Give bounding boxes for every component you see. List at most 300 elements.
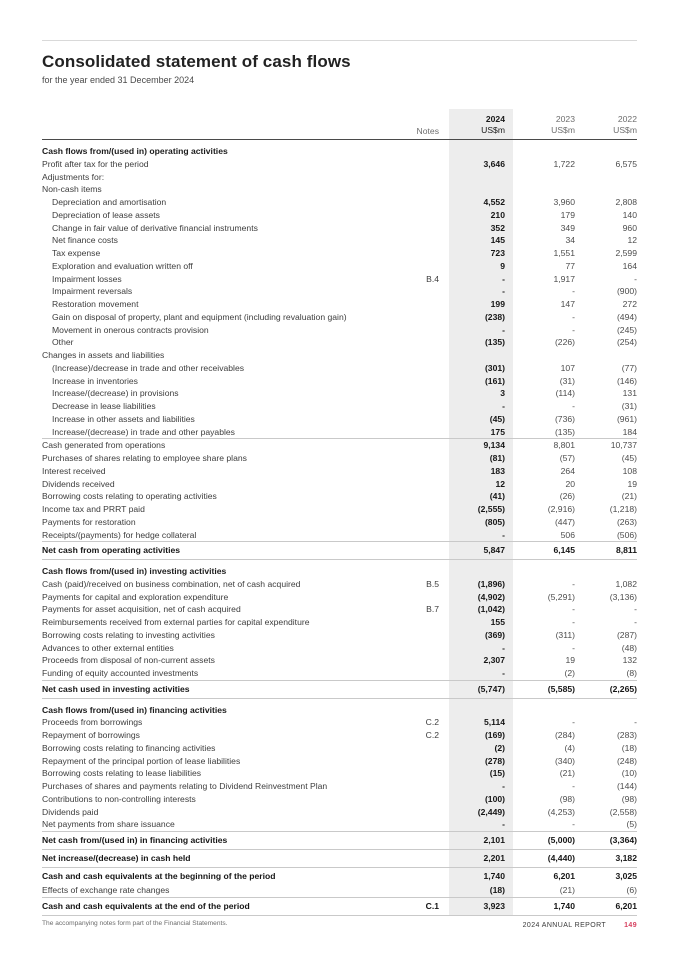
table-row: [42, 699, 637, 717]
table-row: [42, 793, 637, 806]
row-value-2022: 960: [622, 222, 637, 233]
table-row: [42, 196, 637, 209]
row-note: [411, 439, 449, 452]
row-label: Proceeds from disposal of non-current assets: [42, 655, 215, 666]
row-value-2022: [575, 560, 637, 578]
table-row: [42, 742, 637, 755]
row-label: Borrowing costs relating to lease liabilities: [42, 768, 202, 779]
row-value-2022: (263): [616, 516, 637, 527]
row-value-2022: (21): [621, 491, 637, 502]
row-note: [411, 629, 449, 642]
table-row: [42, 375, 637, 388]
row-note: [411, 426, 449, 439]
row-value-2023: 107: [560, 362, 575, 373]
header-2022: [575, 114, 637, 139]
row-note: [411, 642, 449, 655]
row-value-2022: (77): [621, 362, 637, 373]
row-label: Increase in other assets and liabilities: [52, 413, 195, 424]
row-value-2023: 1,917: [553, 273, 575, 284]
row-value-2022: -: [634, 604, 637, 615]
row-note: [411, 158, 449, 171]
row-value-2024: 183: [449, 465, 513, 478]
table-row: [42, 209, 637, 222]
header-2022-year: 2022: [617, 114, 637, 124]
row-label: Payments for restoration: [42, 516, 136, 527]
row-value-2024: (369): [449, 629, 513, 642]
row-value-2024: (1,042): [449, 603, 513, 616]
row-label: Borrowing costs relating to investing activities: [42, 629, 215, 640]
header-2023-unit: US$m: [551, 125, 575, 135]
row-note: C.2: [425, 717, 439, 728]
page-subtitle: for the year ended 31 December 2024: [42, 75, 195, 85]
table-row: [42, 806, 637, 819]
row-note: [411, 818, 449, 831]
row-value-2024: -: [449, 780, 513, 793]
row-label: Repayment of the principal portion of lease liabilities: [42, 755, 241, 766]
row-label: Net increase/(decrease) in cash held: [42, 852, 191, 863]
table-row: [42, 884, 637, 897]
row-note: [411, 400, 449, 413]
row-value-2022: 6,575: [615, 158, 637, 169]
row-value-2023: 19: [565, 655, 575, 666]
row-value-2023: -: [572, 604, 575, 615]
row-note: [411, 780, 449, 793]
row-value-2024: [449, 699, 513, 717]
table-row: [42, 413, 637, 426]
table-row: [42, 503, 637, 516]
table-row: [42, 387, 637, 400]
row-label: Non-cash items: [42, 184, 102, 195]
table-row: [42, 849, 637, 867]
row-value-2022: (8): [626, 668, 637, 678]
row-value-2024: 2,101: [449, 832, 513, 849]
table-row: [42, 478, 637, 491]
row-value-2022: (1,218): [609, 504, 637, 514]
table-row: [42, 465, 637, 478]
table-row: [42, 260, 637, 273]
row-label: Interest received: [42, 465, 106, 476]
row-note: [411, 375, 449, 388]
row-note: [411, 681, 449, 698]
cash-flow-table: [42, 109, 637, 916]
row-note: B.7: [426, 604, 439, 615]
row-value-2024: 2,201: [449, 850, 513, 867]
row-value-2022: (2,265): [609, 683, 637, 694]
row-value-2023: -: [572, 819, 575, 830]
row-note: [411, 560, 449, 578]
row-value-2022: 164: [622, 260, 637, 271]
page-footer: [523, 922, 637, 929]
row-note: [411, 413, 449, 426]
row-value-2022: 10,737: [610, 440, 637, 451]
table-row: [42, 490, 637, 503]
row-value-2023: 6,201: [553, 870, 575, 881]
row-value-2023: (21): [559, 885, 575, 896]
table-row: [42, 897, 637, 916]
row-value-2023: (2): [564, 668, 575, 678]
row-note: [411, 742, 449, 755]
row-note: [411, 234, 449, 247]
table-row: [42, 529, 637, 542]
row-value-2022: (248): [616, 755, 637, 766]
row-value-2022: (45): [621, 453, 637, 463]
row-value-2024: 199: [449, 298, 513, 311]
row-label: Movement in onerous contracts provision: [52, 324, 209, 335]
table-row: [42, 298, 637, 311]
table-row: [42, 516, 637, 529]
row-value-2024: 3: [449, 387, 513, 400]
row-value-2022: (283): [616, 730, 637, 740]
row-value-2023: (736): [554, 413, 575, 424]
row-label: Decrease in lease liabilities: [52, 401, 156, 411]
row-note: [411, 868, 449, 885]
row-label: (Increase)/decrease in trade and other receivables: [52, 362, 245, 373]
row-note: [411, 503, 449, 516]
row-value-2024: (805): [449, 516, 513, 529]
row-label: Cash and cash equivalents at the beginning of the period: [42, 870, 276, 881]
row-value-2024: (161): [449, 375, 513, 388]
row-value-2024: 2,307: [449, 654, 513, 667]
table-row: [42, 222, 637, 235]
row-note: [411, 209, 449, 222]
row-label: Increase in inventories: [52, 375, 138, 386]
row-value-2024: 352: [449, 222, 513, 235]
row-value-2022: (5): [626, 819, 637, 830]
row-label: Repayment of borrowings: [42, 730, 140, 740]
row-value-2022: (18): [621, 742, 637, 753]
header-2023: [513, 114, 575, 139]
row-value-2022: 8,811: [615, 545, 637, 556]
row-value-2022: (31): [621, 401, 637, 411]
row-label: Borrowing costs relating to operating activities: [42, 491, 217, 502]
header-2024-year: 2024: [485, 114, 505, 124]
row-value-2022: 140: [622, 209, 637, 220]
row-value-2023: [513, 560, 575, 578]
row-value-2024: (100): [449, 793, 513, 806]
row-note: [411, 884, 449, 897]
row-value-2023: [513, 171, 575, 184]
row-note: C.2: [425, 730, 439, 740]
header-2024: [449, 109, 513, 139]
row-value-2024: -: [449, 273, 513, 286]
row-note: B.4: [426, 273, 439, 284]
row-value-2023: 1,740: [553, 901, 575, 911]
row-value-2023: 349: [560, 222, 575, 233]
row-value-2024: (5,747): [449, 681, 513, 698]
table-row: [42, 667, 637, 680]
row-value-2022: (506): [616, 529, 637, 540]
row-note: [411, 260, 449, 273]
table-row: [42, 171, 637, 184]
row-note: [411, 699, 449, 717]
row-value-2024: [449, 560, 513, 578]
row-value-2024: -: [449, 529, 513, 542]
row-label: Effects of exchange rate changes: [42, 885, 170, 896]
row-note: [411, 196, 449, 209]
row-note: [411, 324, 449, 337]
row-value-2024: 145: [449, 234, 513, 247]
row-value-2022: (6): [626, 885, 637, 896]
row-value-2022: (254): [616, 337, 637, 348]
row-note: [411, 490, 449, 503]
row-value-2022: (287): [616, 629, 637, 640]
row-note: [411, 516, 449, 529]
row-note: [411, 362, 449, 375]
row-note: [411, 850, 449, 867]
row-label: Gain on disposal of property, plant and equipment (including revaluation gain): [52, 311, 347, 322]
row-note: [411, 832, 449, 849]
row-value-2024: 1,740: [449, 868, 513, 885]
row-value-2022: (900): [616, 286, 637, 297]
row-value-2024: (4,902): [449, 591, 513, 604]
row-note: [411, 529, 449, 542]
row-value-2024: 4,552: [449, 196, 513, 209]
row-value-2022: 2,808: [615, 197, 637, 207]
row-value-2023: -: [572, 401, 575, 411]
row-label: Changes in assets and liabilities: [42, 350, 165, 360]
row-label: Cash (paid)/received on business combination, net of cash acquired: [42, 578, 301, 589]
row-value-2024: 5,114: [449, 716, 513, 729]
report-name: 2024 ANNUAL REPORT: [522, 922, 607, 929]
row-label: Depreciation of lease assets: [52, 209, 160, 220]
table-header-row: [42, 109, 637, 140]
table-row: [42, 234, 637, 247]
row-label: Impairment reversals: [52, 286, 133, 297]
row-label: Net cash from operating activities: [42, 545, 181, 556]
row-label: Receipts/(payments) for hedge collateral: [42, 529, 197, 540]
row-value-2023: 20: [565, 478, 575, 489]
row-value-2023: -: [572, 286, 575, 297]
row-note: [411, 387, 449, 400]
row-value-2024: (2,449): [449, 806, 513, 819]
row-value-2024: 3,646: [449, 158, 513, 171]
row-value-2022: 3,182: [615, 852, 637, 863]
row-value-2024: -: [449, 324, 513, 337]
row-value-2023: -: [572, 324, 575, 335]
row-label: Depreciation and amortisation: [52, 197, 167, 207]
row-value-2023: (31): [559, 375, 575, 386]
table-row: [42, 541, 637, 560]
row-value-2024: 5,847: [449, 542, 513, 559]
table-row: [42, 755, 637, 768]
row-value-2023: (114): [555, 388, 575, 399]
row-value-2023: -: [572, 717, 575, 728]
row-value-2024: (278): [449, 755, 513, 768]
row-value-2024: -: [449, 818, 513, 831]
row-note: [411, 667, 449, 680]
row-note: [411, 767, 449, 780]
row-value-2022: -: [634, 717, 637, 728]
table-row: [42, 400, 637, 413]
table-row: [42, 716, 637, 729]
table-row: [42, 285, 637, 298]
row-value-2024: 12: [449, 478, 513, 491]
row-value-2022: 3,025: [615, 870, 637, 881]
row-value-2023: (5,000): [547, 835, 575, 845]
row-value-2024: (2,555): [449, 503, 513, 516]
table-row: [42, 426, 637, 439]
row-label: Increase/(decrease) in trade and other payables: [52, 426, 235, 437]
page-title: Consolidated statement of cash flows: [42, 52, 351, 71]
row-label: Restoration movement: [52, 299, 139, 309]
row-value-2023: 1,551: [553, 248, 575, 258]
table-row: [42, 729, 637, 742]
row-value-2023: (57): [559, 453, 575, 463]
table-row: [42, 247, 637, 260]
table-row: [42, 362, 637, 375]
row-label: Cash generated from operations: [42, 440, 166, 451]
row-note: [411, 654, 449, 667]
row-value-2023: 179: [560, 209, 575, 220]
row-value-2024: 723: [449, 247, 513, 260]
row-label: Reimbursements received from external parties for capital expenditure: [42, 617, 310, 627]
row-value-2023: 1,722: [553, 158, 575, 169]
table-row: [42, 780, 637, 793]
row-value-2022: [575, 171, 637, 184]
table-row: [42, 452, 637, 465]
row-label: Net payments from share issuance: [42, 819, 175, 830]
row-value-2023: 34: [565, 235, 575, 246]
page-number: 149: [624, 922, 637, 929]
row-label: Income tax and PRRT paid: [42, 504, 145, 514]
row-value-2023: (284): [554, 730, 575, 740]
row-label: Contributions to non-controlling interests: [42, 793, 196, 804]
row-value-2022: 272: [622, 299, 637, 309]
row-note: [411, 591, 449, 604]
table-row: [42, 654, 637, 667]
row-label: Net cash used in investing activities: [42, 683, 190, 694]
row-note: [411, 478, 449, 491]
row-value-2022: 108: [622, 465, 637, 476]
row-value-2022: (494): [616, 311, 637, 322]
row-value-2022: (245): [616, 324, 637, 335]
row-value-2022: (48): [621, 642, 637, 653]
row-value-2022: [575, 349, 637, 362]
row-value-2024: (2): [449, 742, 513, 755]
row-value-2024: (301): [449, 362, 513, 375]
row-value-2024: (169): [449, 729, 513, 742]
row-note: [411, 311, 449, 324]
row-value-2024: (238): [449, 311, 513, 324]
row-value-2022: (144): [616, 781, 637, 791]
row-note: [411, 247, 449, 260]
row-value-2023: (5,585): [547, 683, 575, 694]
row-value-2023: 3,960: [553, 197, 575, 207]
row-value-2023: -: [572, 311, 575, 322]
row-label: Adjustments for:: [42, 171, 105, 182]
table-row: [42, 603, 637, 616]
row-label: Change in fair value of derivative financial instruments: [52, 222, 258, 233]
row-note: [411, 140, 449, 158]
row-note: [411, 793, 449, 806]
table-row: [42, 767, 637, 780]
table-row: [42, 324, 637, 337]
row-value-2022: 6,201: [615, 901, 637, 911]
row-value-2022: -: [634, 617, 637, 627]
table-rows: [42, 140, 637, 916]
row-note: [411, 298, 449, 311]
row-label: Increase/(decrease) in provisions: [52, 388, 179, 399]
row-value-2022: (98): [621, 793, 637, 804]
row-value-2023: -: [572, 578, 575, 589]
row-value-2024: -: [449, 285, 513, 298]
header-2023-year: 2023: [555, 114, 575, 124]
row-value-2023: (340): [554, 755, 575, 766]
row-value-2024: 9,134: [449, 439, 513, 452]
row-note: [411, 349, 449, 362]
row-label: Exploration and evaluation written off: [52, 260, 193, 271]
row-note: [411, 806, 449, 819]
row-value-2023: (4): [564, 742, 575, 753]
row-value-2024: (15): [449, 767, 513, 780]
row-value-2022: (3,364): [609, 835, 637, 845]
row-value-2023: (26): [559, 491, 575, 502]
header-2024-unit: US$m: [481, 125, 505, 135]
table-row: [42, 578, 637, 591]
row-note: [411, 183, 449, 196]
table-row: [42, 867, 637, 885]
row-label: Payments for asset acquisition, net of cash acquired: [42, 604, 241, 615]
row-label: Tax expense: [52, 248, 101, 258]
table-row: [42, 831, 637, 849]
row-value-2022: [575, 183, 637, 196]
header-2022-unit: US$m: [613, 125, 637, 135]
row-note: [411, 171, 449, 184]
row-value-2022: 12: [627, 235, 637, 246]
row-value-2024: -: [449, 642, 513, 655]
row-value-2024: (41): [449, 490, 513, 503]
row-value-2024: 3,923: [449, 898, 513, 915]
row-label: Cash flows from/(used in) operating activities: [42, 146, 228, 156]
header-notes: Notes: [416, 126, 439, 136]
row-label: Advances to other external entities: [42, 642, 174, 653]
row-value-2022: -: [634, 273, 637, 284]
row-value-2023: 264: [560, 465, 575, 476]
row-value-2023: (98): [559, 793, 575, 804]
table-row: [42, 818, 637, 831]
row-note: [411, 616, 449, 629]
table-row: [42, 349, 637, 362]
row-note: [411, 465, 449, 478]
row-value-2023: (226): [554, 337, 575, 348]
row-value-2023: (21): [559, 768, 575, 779]
row-value-2023: (5,291): [547, 591, 575, 602]
row-value-2022: 184: [622, 426, 637, 437]
row-label: Net cash from/(used in) in financing activities: [42, 835, 228, 845]
row-note: [411, 285, 449, 298]
row-value-2022: [575, 140, 637, 158]
row-label: Borrowing costs relating to financing activities: [42, 742, 216, 753]
table-row: [42, 616, 637, 629]
row-value-2024: (81): [449, 452, 513, 465]
row-value-2023: [513, 699, 575, 717]
row-value-2024: 175: [449, 426, 513, 439]
row-note: [411, 452, 449, 465]
row-value-2022: 2,599: [615, 248, 637, 258]
table-row: [42, 591, 637, 604]
row-value-2023: 506: [560, 529, 575, 540]
row-note: [411, 222, 449, 235]
row-value-2024: (18): [449, 884, 513, 897]
row-label: Dividends paid: [42, 806, 99, 817]
table-row: [42, 273, 637, 286]
row-value-2023: (4,253): [547, 806, 575, 817]
row-value-2023: [513, 183, 575, 196]
row-label: Purchases of shares and payments relating to Dividend Reinvestment Plan: [42, 781, 328, 791]
row-label: Other: [52, 337, 74, 348]
row-value-2022: (961): [616, 413, 637, 424]
row-value-2023: (447): [554, 516, 575, 527]
